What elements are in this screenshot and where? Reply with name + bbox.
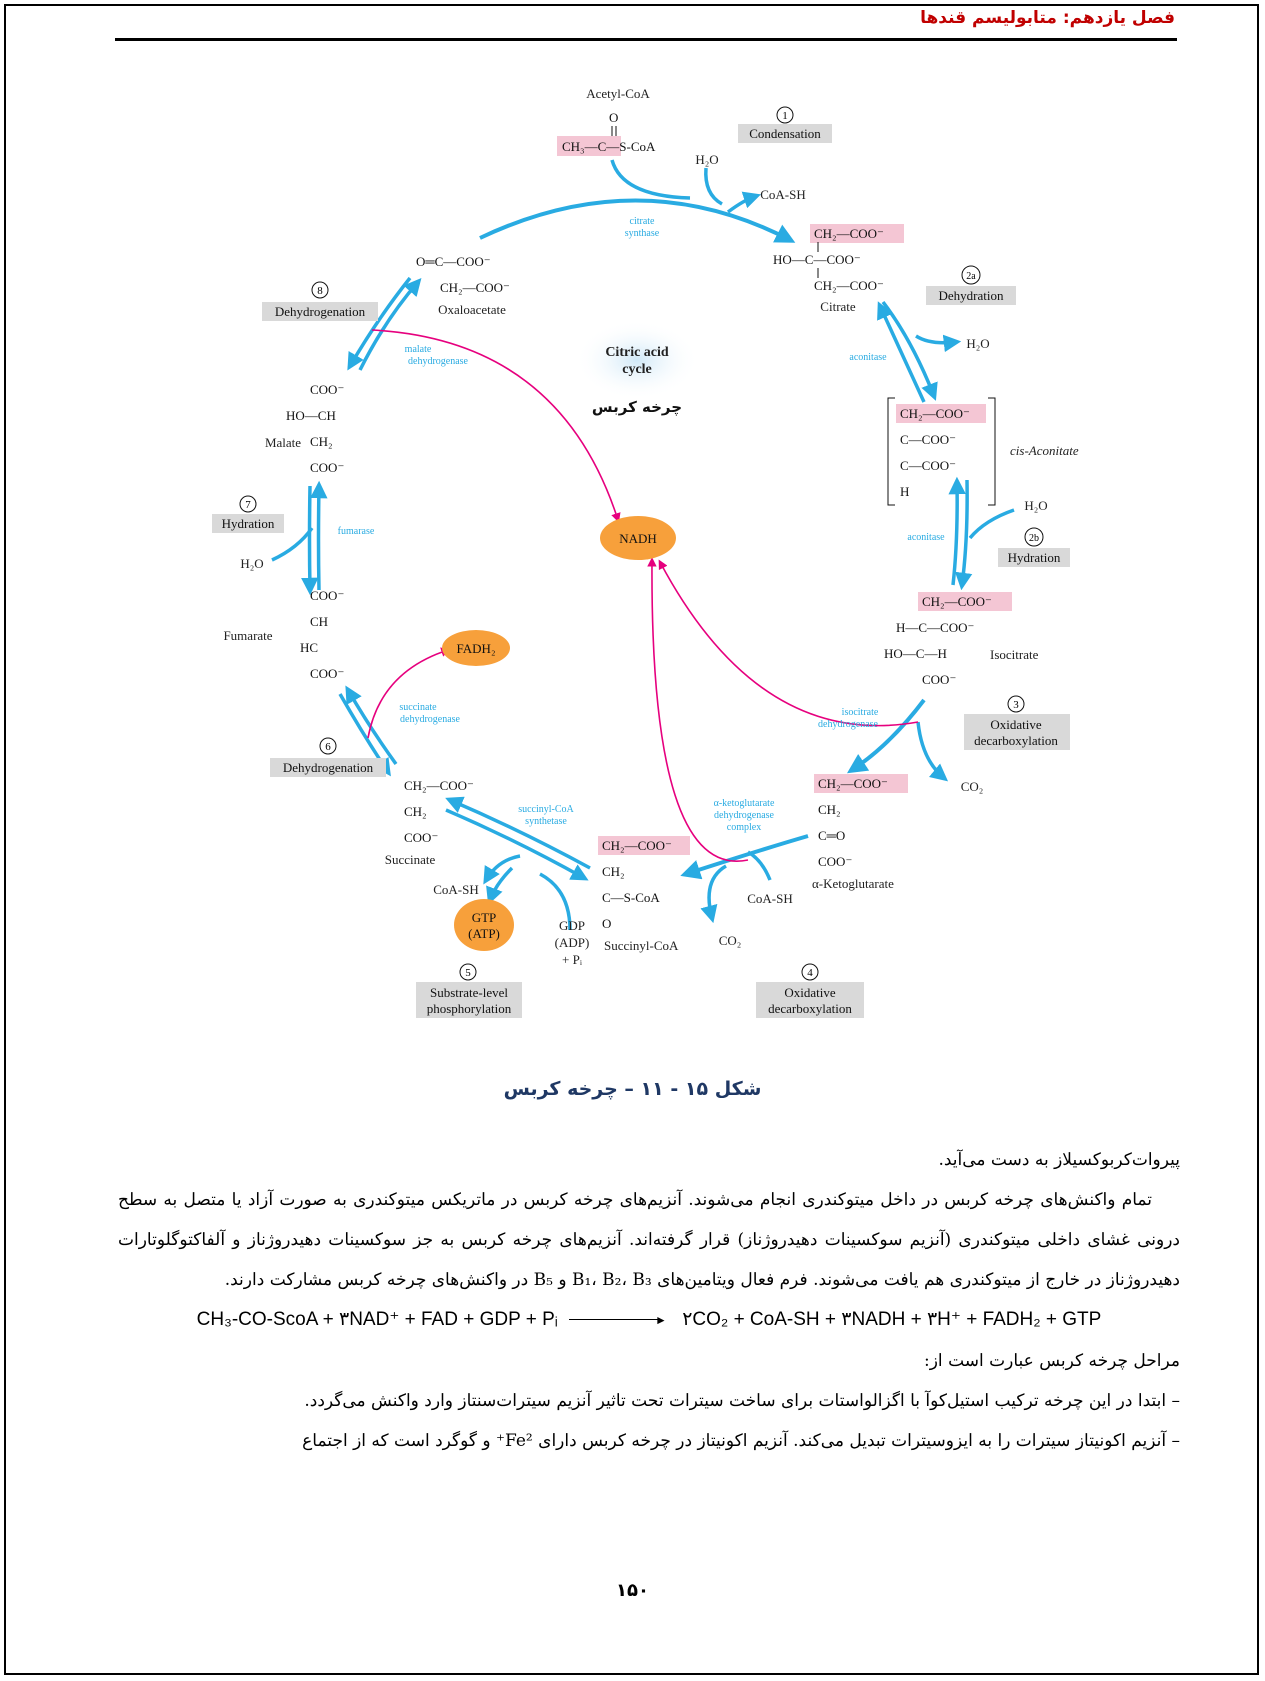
- arrow-succinate-to-fumarate: [348, 690, 396, 764]
- enzyme-malate-dh-1: malate: [404, 344, 432, 355]
- svg-text:HO—CH: HO—CH: [286, 408, 336, 423]
- side-h2o-7: H₂O: [240, 556, 264, 571]
- svg-text:HC: HC: [300, 640, 319, 655]
- arrow-cisaconitate-to-isocitrate: [962, 480, 967, 585]
- step-4: [756, 964, 864, 1018]
- svg-text:COO⁻: COO⁻: [310, 588, 345, 603]
- enzyme-isocitrate-dh-2: dehydrogenase: [818, 719, 878, 730]
- svg-text:COO⁻: COO⁻: [404, 830, 439, 845]
- step-5: [416, 964, 522, 1018]
- svg-text:CH₂—COO⁻: CH₂—COO⁻: [440, 280, 510, 295]
- malate-name: Malate: [264, 435, 302, 450]
- svg-text:CH₂—COO⁻: CH₂—COO⁻: [602, 838, 672, 853]
- oxaloacetate-structure: [416, 254, 510, 295]
- step-3-num: 3: [1013, 699, 1019, 711]
- svg-text:COO⁻: COO⁻: [922, 672, 957, 687]
- enzyme-succinate-dh-2: dehydrogenase: [400, 714, 460, 725]
- nadh-label: NADH: [619, 531, 657, 546]
- svg-text:COO⁻: COO⁻: [818, 854, 853, 869]
- svg-text:CH₂—COO⁻: CH₂—COO⁻: [814, 226, 884, 241]
- step-6-num: 6: [325, 741, 331, 753]
- bullet-2: – آنزیم اکونیتاز سیترات را به ایزوسیترات تبدیل می‌کند. آنزیم اکونیتاز در چرخه کربس دارای Fe²⁺ و گوگرد است که از اجتماع: [302, 1431, 1180, 1451]
- svg-text:CH: CH: [310, 614, 329, 629]
- electron-arrow-isocitrate-nadh: [660, 562, 918, 726]
- enzyme-aconitase-2: aconitase: [907, 532, 945, 543]
- step-2b: [998, 528, 1070, 567]
- arrow-malate-to-fumarate: [310, 486, 311, 590]
- paragraph-1: پیروات‌کربوکسیلاز به دست می‌آید.: [938, 1150, 1180, 1170]
- fumarate-structure: [300, 588, 344, 681]
- cis-aconitate-name: cis-Aconitate: [1010, 443, 1079, 458]
- side-h2o-1: H₂O: [695, 152, 719, 167]
- arrow-acetylcoa-in: [612, 160, 690, 198]
- body-text: [118, 1140, 1180, 1461]
- step-4-label-2: decarboxylation: [768, 1001, 852, 1016]
- enzyme-malate-dh-2: dehydrogenase: [408, 356, 468, 367]
- steps-intro: مراحل چرخه کربس عبارت است از:: [924, 1351, 1180, 1371]
- enzyme-akg-dh-1: α-ketoglutarate: [713, 798, 775, 809]
- enzyme-akg-dh-2: dehydrogenase: [714, 810, 774, 821]
- a-ketoglutarate-name: α-Ketoglutarate: [812, 876, 894, 891]
- isocitrate-structure: [884, 592, 1012, 687]
- enzyme-succinyl-coa-synthetase-2: synthetase: [525, 816, 567, 827]
- bullet-1: – ابتدا در این چرخه ترکیب استیل‌کوآ با اگزالواستات برای ساخت سیترات تحت تاثیر آنزیم سیترات‌سنتاز وارد واکنش می‌گردد.: [304, 1391, 1180, 1411]
- isocitrate-name: Isocitrate: [990, 647, 1039, 662]
- acetyl-coa-name: Acetyl-CoA: [586, 86, 650, 101]
- svg-text:CH₂—COO⁻: CH₂—COO⁻: [900, 406, 970, 421]
- svg-text:COO⁻: COO⁻: [310, 382, 345, 397]
- arrow-isocitrate-to-cisaconitate: [953, 482, 957, 585]
- svg-text:C—COO⁻: C—COO⁻: [900, 458, 956, 473]
- arrow-h2o-in-2b: [970, 510, 1014, 538]
- svg-text:C═O: C═O: [818, 828, 846, 843]
- step-2a-label: Dehydration: [938, 288, 1004, 303]
- step-6-label: Dehydrogenation: [282, 760, 374, 775]
- arrow-akg-to-succinylcoa: [686, 836, 808, 874]
- svg-text:CH₂—COO⁻: CH₂—COO⁻: [922, 594, 992, 609]
- svg-text:CH₂—COO⁻: CH₂—COO⁻: [814, 278, 884, 293]
- figure-caption: شکل ۱۵ - ۱۱ – چرخه کربس: [503, 1078, 762, 1100]
- gtp-cofactor: [454, 899, 514, 951]
- cycle-title-glow: [575, 320, 699, 400]
- side-adp: (ADP): [554, 935, 590, 950]
- svg-text:H: H: [900, 484, 910, 499]
- enzyme-succinate-dh-1: succinate: [399, 702, 437, 713]
- step-2b-label: Hydration: [1007, 550, 1061, 565]
- side-pi: + Pᵢ: [562, 952, 582, 967]
- citrate-structure: [773, 224, 904, 293]
- nadh-cofactor: [600, 516, 676, 560]
- side-coash-5: CoA-SH: [433, 882, 479, 897]
- enzyme-aconitase-1: aconitase: [849, 352, 887, 363]
- fadh2-label: FADH₂: [456, 641, 496, 656]
- succinyl-coa-name: Succinyl-CoA: [604, 938, 679, 953]
- svg-text:C—S-CoA: C—S-CoA: [602, 890, 660, 905]
- svg-text:CH₂—COO⁻: CH₂—COO⁻: [818, 776, 888, 791]
- step-2a: [926, 266, 1016, 305]
- enzyme-fumarase: fumarase: [337, 526, 375, 537]
- svg-text:H—C—COO⁻: H—C—COO⁻: [896, 620, 975, 635]
- step-7: [212, 496, 284, 533]
- enzyme-isocitrate-dh-1: isocitrate: [841, 707, 879, 718]
- arrow-fumarate-to-malate: [319, 486, 320, 590]
- cis-aconitate-structure: [888, 398, 995, 505]
- cycle-title-en-line1: Citric acid: [605, 345, 669, 360]
- step-8: [262, 282, 378, 321]
- svg-text:C—COO⁻: C—COO⁻: [900, 432, 956, 447]
- svg-text:O═C—COO⁻: O═C—COO⁻: [416, 254, 491, 269]
- svg-text:CH₃—C—S-CoA: CH₃—C—S-CoA: [562, 139, 656, 154]
- malate-structure: [286, 382, 344, 475]
- side-h2o-2a: H₂O: [966, 336, 990, 351]
- step-2a-num: 2a: [966, 271, 976, 282]
- citrate-name: Citrate: [820, 299, 856, 314]
- svg-text:CH₂: CH₂: [818, 802, 841, 817]
- enzyme-citrate-synthase-1: citrate: [629, 216, 655, 227]
- equation-arrowhead-icon: ►: [655, 1313, 667, 1327]
- arrow-h2o-out-2a: [916, 336, 956, 343]
- side-co2-4: CO₂: [718, 933, 742, 948]
- side-h2o-2b: H₂O: [1024, 498, 1048, 513]
- svg-text:CH₂—COO⁻: CH₂—COO⁻: [404, 778, 474, 793]
- step-1: [738, 107, 832, 143]
- step-5-label-2: phosphorylation: [426, 1001, 512, 1016]
- succinyl-coa-structure: [598, 836, 690, 931]
- svg-text:HO—C—H: HO—C—H: [884, 646, 947, 661]
- svg-text:CH₂: CH₂: [404, 804, 427, 819]
- step-1-num: 1: [782, 110, 788, 122]
- side-co2-3: CO₂: [960, 779, 984, 794]
- fumarate-name: Fumarate: [223, 628, 273, 643]
- enzyme-akg-dh-3: complex: [726, 822, 762, 833]
- step-5-num: 5: [465, 967, 471, 979]
- enzyme-citrate-synthase-2: synthase: [624, 228, 660, 239]
- step-8-label: Dehydrogenation: [274, 304, 366, 319]
- succinate-name: Succinate: [384, 852, 436, 867]
- arrow-oaa-to-malate: [350, 278, 410, 366]
- side-gdp: GDP: [558, 918, 586, 933]
- cycle-title-en-line2: cycle: [622, 362, 652, 377]
- chapter-header: فصل یازدهم: متابولیسم قندها: [920, 8, 1175, 28]
- arrow-coash-out: [728, 196, 756, 212]
- svg-text:O: O: [602, 916, 612, 931]
- equation-right: ۲CO₂ + CoA-SH + ۳NADH + ۳H⁺ + FADH₂ + GTP: [682, 1309, 1102, 1330]
- step-3-label-1: Oxidative: [990, 717, 1042, 732]
- step-3: [964, 696, 1070, 750]
- arrow-co2-out-3: [918, 722, 944, 778]
- svg-text:O: O: [609, 110, 619, 125]
- arrow-citrate-to-cisaconitate: [883, 302, 934, 396]
- svg-text:CH₂: CH₂: [310, 434, 333, 449]
- step-4-num: 4: [807, 967, 813, 979]
- fadh2-cofactor: [442, 630, 510, 666]
- atp-label: (ATP): [468, 926, 500, 941]
- step-8-num: 8: [317, 285, 323, 297]
- svg-text:HO—C—COO⁻: HO—C—COO⁻: [773, 252, 861, 267]
- step-4-label-1: Oxidative: [784, 985, 836, 1000]
- succinate-structure: [404, 778, 474, 845]
- step-7-label: Hydration: [221, 516, 275, 531]
- step-2b-num: 2b: [1029, 533, 1039, 544]
- step-5-label-1: Substrate-level: [430, 985, 508, 1000]
- paragraph-2: تمام واکنش‌های چرخه کربس در داخل میتوکندری انجام می‌شوند. آنزیم‌های چرخه کربس در ماتریکس میتوکندری به صورت آزاد یا متصل به سطح درونی غشای داخلی میتوکندری (آنزیم سوکسینات دهیدروژناز) قرار گرفته‌اند. آنزیم‌های چرخه کربس به جز سوکسینات دهیدروژناز و آلفاکتوگلوتارات دهیدروژناز در خارج از میتوکندری هم یافت می‌شوند. فرم فعال ویتامین‌های B₁، B₂، B₃ و B₅ در واکنش‌های چرخه کربس مشارکت دارند.: [118, 1190, 1180, 1290]
- svg-text:COO⁻: COO⁻: [310, 666, 345, 681]
- step-7-num: 7: [245, 499, 251, 511]
- svg-text:CH₂: CH₂: [602, 864, 625, 879]
- acetyl-coa-structure: [557, 110, 656, 156]
- arrow-co2-out-4: [709, 866, 726, 918]
- equation-arrow: [569, 1319, 659, 1320]
- a-ketoglutarate-structure: [814, 774, 908, 869]
- krebs-equation: [118, 1300, 1180, 1341]
- arrow-h2o-in: [706, 168, 722, 204]
- oxaloacetate-name: Oxaloacetate: [438, 302, 506, 317]
- equation-left: CH₃-CO-ScoA + ۳NAD⁺ + FAD + GDP + Pᵢ: [196, 1309, 558, 1330]
- gtp-label: GTP: [471, 910, 497, 925]
- side-coash-1: CoA-SH: [760, 187, 806, 202]
- arrow-coash-in-4: [748, 852, 770, 880]
- side-coash-4: CoA-SH: [747, 891, 793, 906]
- step-3-label-2: decarboxylation: [974, 733, 1058, 748]
- step-1-label: Condensation: [749, 126, 821, 141]
- svg-text:COO⁻: COO⁻: [310, 460, 345, 475]
- page-number: ۱۵۰: [616, 1580, 649, 1601]
- enzyme-succinyl-coa-synthetase-1: succinyl-CoA: [518, 804, 574, 815]
- cycle-title-fa: چرخه کربس: [591, 398, 683, 416]
